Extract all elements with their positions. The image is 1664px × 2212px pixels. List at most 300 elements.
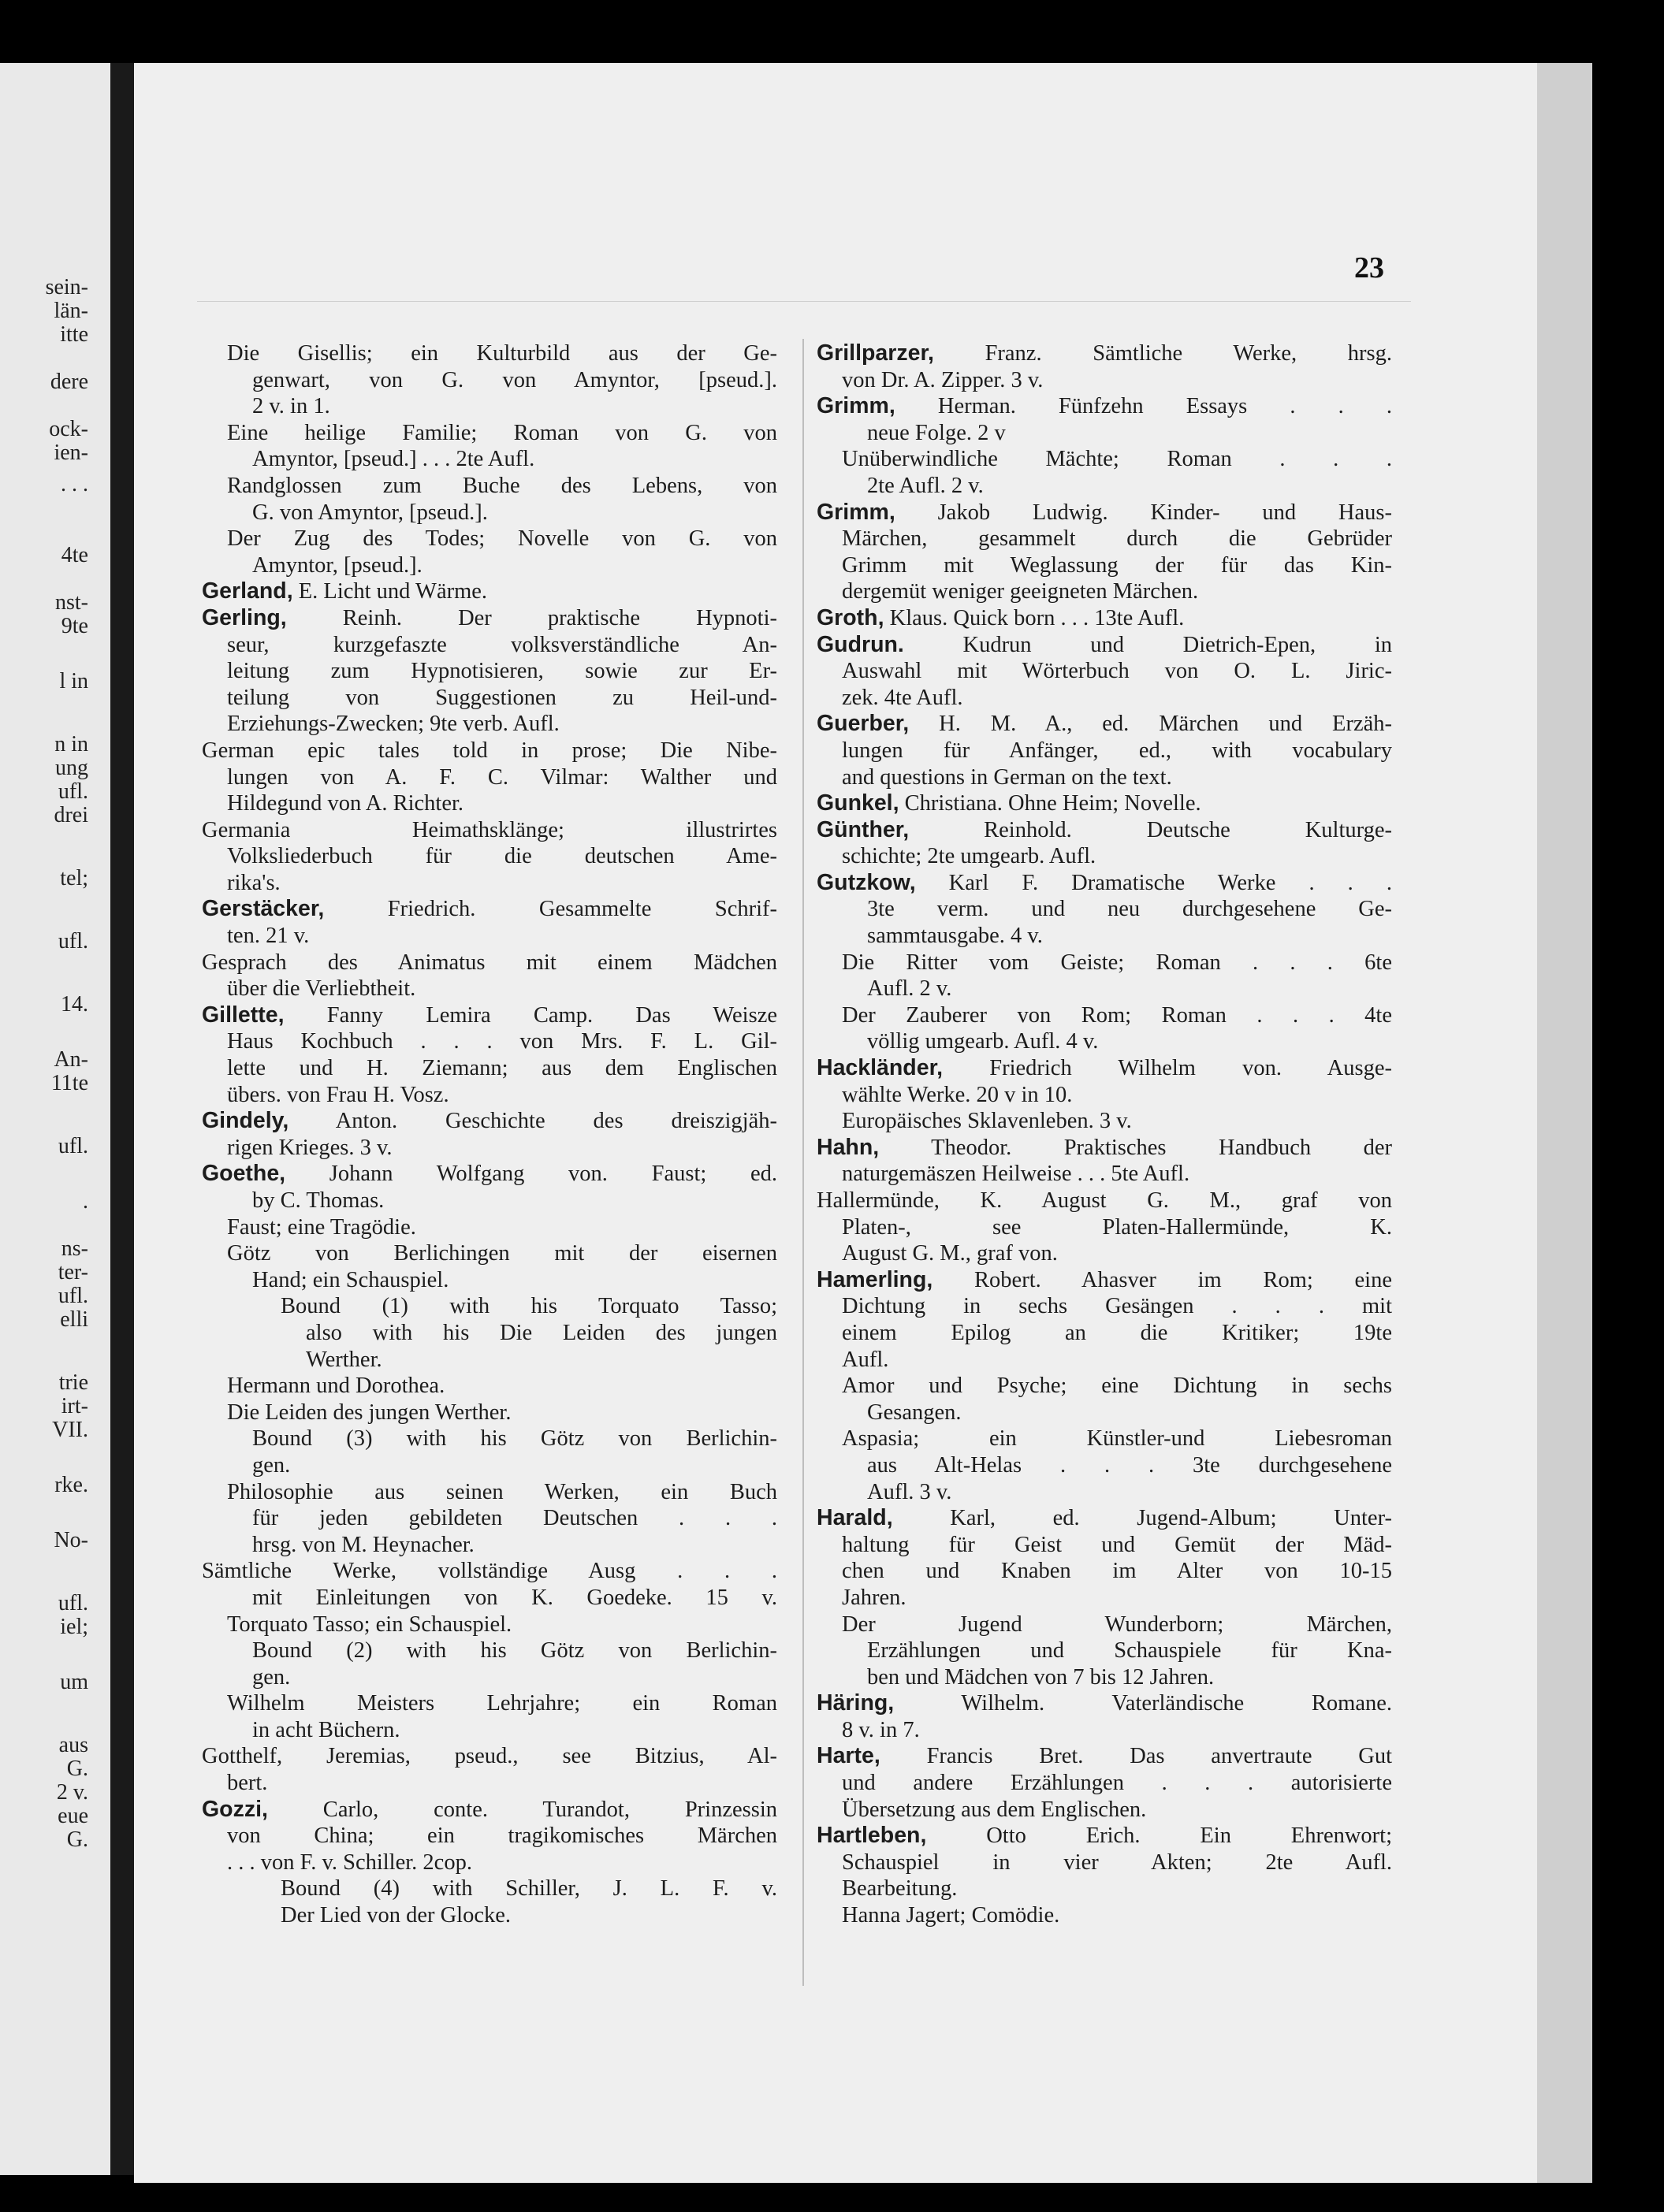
entry-text: Haus Kochbuch . . . von Mrs. F. L. Gil- — [227, 1029, 777, 1054]
catalog-line — [817, 1320, 1392, 1347]
entry-text: ben und Mädchen von 7 bis 12 Jahren. — [867, 1664, 1215, 1690]
entry-text: also with his Die Leiden des jungen — [306, 1320, 777, 1345]
adjacent-page-fragment: VII. — [52, 1418, 88, 1442]
entry-text: Jakob Ludwig. Kinder- und Haus- — [895, 500, 1392, 525]
catalog-line — [817, 843, 1392, 870]
catalog-line — [202, 1690, 777, 1717]
adjacent-left-page — [0, 63, 110, 2175]
author-heading: Hamerling, — [817, 1266, 933, 1292]
entry-text: Reinh. Der praktische Hypnoti- — [286, 605, 777, 630]
entry-text: Die Gisellis; ein Kulturbild aus der Ge- — [227, 341, 777, 366]
entry-text: wählte Werke. 20 v in 10. — [842, 1082, 1073, 1107]
entry-text: über die Verliebtheit. — [227, 976, 416, 1002]
right-column — [817, 340, 1392, 1929]
entry-text: ten. 21 v. — [227, 924, 310, 949]
author-heading: Goethe, — [202, 1161, 286, 1187]
adjacent-page-fragment: No- — [54, 1528, 88, 1552]
entry-text: rigen Krieges. 3 v. — [227, 1135, 393, 1160]
author-heading: Gunkel, — [817, 790, 899, 816]
catalog-line — [817, 1479, 1392, 1506]
catalog-line — [202, 923, 777, 950]
entry-text: Jahren. — [842, 1585, 906, 1610]
author-heading: Hartleben, — [817, 1823, 927, 1849]
catalog-line — [817, 1743, 1392, 1770]
entry-text: Der Zug des Todes; Novelle von G. von — [227, 526, 777, 552]
entry-text: Herman. Fünfzehn Essays . . . — [895, 394, 1392, 419]
catalog-line — [817, 1612, 1392, 1638]
catalog-line — [817, 1664, 1392, 1691]
entry-text: Amyntor, [pseud.]. — [252, 552, 423, 578]
catalog-line — [817, 1373, 1392, 1400]
catalog-line — [202, 1373, 777, 1400]
entry-text: Hallermünde, K. August G. M., graf von — [817, 1188, 1392, 1213]
entry-text: Johann Wolfgang von. Faust; ed. — [285, 1162, 777, 1187]
catalog-line — [202, 711, 777, 738]
catalog-line — [202, 578, 777, 605]
catalog-line — [202, 1797, 777, 1824]
catalog-line — [202, 605, 777, 632]
entry-text: lungen von A. F. C. Vilmar: Walther und — [227, 764, 777, 790]
catalog-line — [202, 1161, 777, 1188]
catalog-line — [817, 1876, 1392, 1902]
adjacent-page-fragment: ter- — [58, 1260, 88, 1284]
adjacent-page-fragment: irt- — [61, 1394, 88, 1418]
author-heading: Groth, — [817, 604, 884, 630]
entry-text: Karl F. Dramatische Werke . . . — [915, 870, 1392, 895]
adjacent-page-fragment: trie — [58, 1370, 88, 1395]
author-heading: Gutzkow, — [817, 869, 916, 895]
entry-text: Anton. Geschichte des dreiszigjäh- — [289, 1109, 777, 1134]
catalog-line — [202, 950, 777, 976]
entry-text: H. M. A., ed. Märchen und Erzäh- — [909, 712, 1392, 737]
entry-text: Bound (1) with his Torquato Tasso; — [281, 1294, 777, 1319]
catalog-line — [202, 1108, 777, 1135]
entry-text: Erziehungs-Zwecken; 9te verb. Aufl. — [227, 712, 560, 737]
author-heading: Guerber, — [817, 711, 910, 737]
adjacent-page-fragment: 4te — [61, 543, 88, 567]
catalog-line — [202, 843, 777, 870]
entry-text: Fanny Lemira Camp. Das Weisze — [284, 1002, 777, 1028]
adjacent-page-fragment: 11te — [50, 1071, 88, 1095]
catalog-line — [817, 1108, 1392, 1135]
catalog-line — [817, 896, 1392, 923]
entry-text: Karl, ed. Jugend-Album; Unter- — [892, 1506, 1392, 1531]
catalog-line — [202, 340, 777, 367]
entry-text: Aufl. — [842, 1347, 889, 1372]
catalog-line — [202, 1267, 777, 1294]
entry-text: lungen für Anfänger, ed., with vocabulary — [842, 738, 1392, 763]
entry-text: Eine heilige Familie; Roman von G. von — [227, 420, 777, 445]
entry-text: 2 v. in 1. — [252, 394, 330, 419]
entry-text: August G. M., graf von. — [842, 1241, 1058, 1266]
entry-text: Bound (3) with his Götz von Berlichin- — [252, 1426, 777, 1452]
catalog-line — [817, 420, 1392, 447]
entry-text: von China; ein tragikomisches Märchen — [227, 1824, 777, 1849]
catalog-line — [202, 1240, 777, 1267]
catalog-line — [202, 446, 777, 473]
catalog-line — [202, 1214, 777, 1241]
catalog-line — [202, 420, 777, 447]
entry-text: leitung zum Hypnotisieren, sowie zur Er- — [227, 659, 777, 684]
adjacent-page-fragment: ufl. — [58, 1591, 88, 1615]
catalog-line — [202, 817, 777, 844]
catalog-line — [817, 1797, 1392, 1824]
catalog-line — [202, 1293, 777, 1320]
entry-text: 8 v. in 7. — [842, 1717, 920, 1742]
adjacent-page-fragment: G. — [66, 1757, 88, 1781]
catalog-line — [202, 393, 777, 420]
entry-text: lette und H. Ziemann; aus dem Englischen — [227, 1056, 777, 1081]
adjacent-page-fragment: drei — [54, 803, 88, 827]
entry-text: Europäisches Sklavenleben. 3 v. — [842, 1109, 1132, 1134]
author-heading: Harte, — [817, 1743, 880, 1769]
catalog-line — [202, 1028, 777, 1055]
catalog-line — [817, 738, 1392, 764]
catalog-line — [202, 500, 777, 526]
catalog-line — [817, 1585, 1392, 1612]
adjacent-page-fragment: n in — [54, 732, 88, 757]
catalog-line — [202, 1664, 777, 1691]
author-heading: Häring, — [817, 1690, 895, 1716]
catalog-line — [202, 1082, 777, 1109]
entry-text: Volksliederbuch für die deutschen Ame- — [227, 844, 777, 869]
entry-text: Märchen, gesammelt durch die Gebrüder — [842, 526, 1392, 552]
catalog-line — [817, 1055, 1392, 1082]
catalog-line — [817, 1400, 1392, 1426]
catalog-line — [817, 658, 1392, 685]
catalog-line — [817, 1902, 1392, 1929]
catalog-line — [202, 738, 777, 764]
adjacent-page-fragment: elli — [60, 1307, 88, 1332]
header-rule — [197, 301, 1411, 302]
catalog-line — [817, 711, 1392, 738]
adjacent-page-fragment: 2 v. — [56, 1780, 88, 1805]
entry-text: haltung für Geist und Gemüt der Mäd- — [842, 1532, 1392, 1557]
adjacent-page-fragment: sein- — [45, 275, 88, 299]
entry-text: Bearbeitung. — [842, 1876, 958, 1902]
entry-text: Aufl. 3 v. — [867, 1479, 952, 1504]
catalog-line — [202, 1505, 777, 1532]
entry-text: Auswahl mit Wörterbuch von O. L. Jiric- — [842, 659, 1392, 684]
entry-text: Werther. — [306, 1347, 382, 1372]
entry-text: and questions in German on the text. — [842, 764, 1172, 790]
adjacent-page-fragment: ufl. — [58, 779, 88, 804]
catalog-line — [202, 1188, 777, 1214]
entry-text: Kudrun und Dietrich-Epen, in — [903, 632, 1392, 657]
entry-text: bert. — [227, 1771, 268, 1796]
adjacent-page-fragment: ufl. — [58, 929, 88, 954]
catalog-line — [202, 1902, 777, 1929]
catalog-line — [817, 1426, 1392, 1452]
entry-text: Dichtung in sechs Gesängen . . . mit — [842, 1294, 1392, 1319]
entry-text: dergemüt weniger geeigneten Märchen. — [842, 579, 1199, 604]
catalog-line — [817, 1002, 1392, 1029]
catalog-line — [202, 764, 777, 791]
entry-text: Philosophie aus seinen Werken, ein Buch — [227, 1479, 777, 1504]
catalog-line — [202, 1400, 777, 1426]
entry-text: Friedrich. Gesammelte Schrif- — [324, 897, 777, 922]
catalog-line — [817, 1823, 1392, 1850]
entry-text: und andere Erzählungen . . . autorisierte — [842, 1771, 1392, 1796]
entry-text: Francis Bret. Das anvertraute Gut — [880, 1744, 1392, 1769]
entry-text: 3te verm. und neu durchgesehene Ge- — [867, 897, 1392, 922]
entry-text: G. von Amyntor, [pseud.]. — [252, 500, 488, 525]
entry-text: German epic tales told in prose; Die Nibe- — [202, 738, 777, 763]
entry-text: Amyntor, [pseud.] . . . 2te Aufl. — [252, 447, 535, 472]
catalog-line — [202, 1479, 777, 1506]
catalog-line — [817, 1028, 1392, 1055]
catalog-line — [817, 393, 1392, 420]
catalog-line — [202, 1850, 777, 1876]
adjacent-page-fragment: itte — [60, 322, 88, 347]
catalog-line — [202, 790, 777, 817]
entry-text: genwart, von G. von Amyntor, [pseud.]. — [252, 367, 777, 392]
catalog-line — [817, 790, 1392, 817]
entry-text: zek. 4te Aufl. — [842, 685, 963, 710]
catalog-line — [202, 1770, 777, 1797]
catalog-line — [817, 446, 1392, 473]
entry-text: Torquato Tasso; ein Schauspiel. — [227, 1612, 512, 1637]
catalog-line — [202, 1055, 777, 1082]
entry-text: in acht Büchern. — [252, 1717, 400, 1742]
author-heading: Hahn, — [817, 1134, 880, 1160]
adjacent-page-fragment: 14. — [61, 992, 88, 1017]
author-heading: Gerstäcker, — [202, 896, 325, 922]
entry-text: für jeden gebildeten Deutschen . . . — [252, 1506, 777, 1531]
page-number: 23 — [1354, 251, 1384, 284]
catalog-line — [817, 500, 1392, 526]
catalog-line — [817, 1293, 1392, 1320]
catalog-line — [817, 1267, 1392, 1294]
catalog-line — [202, 1452, 777, 1479]
catalog-line — [202, 1717, 777, 1744]
entry-text: 2te Aufl. 2 v. — [867, 473, 984, 498]
entry-text: Wilhelm Meisters Lehrjahre; ein Roman — [227, 1691, 777, 1716]
adjacent-page-fragment: um — [60, 1670, 88, 1694]
entry-text: Die Leiden des jungen Werther. — [227, 1400, 512, 1425]
catalog-line — [202, 870, 777, 897]
entry-text: Hanna Jagert; Comödie. — [842, 1903, 1060, 1928]
entry-text: Platen-, see Platen-Hallermünde, K. — [842, 1214, 1392, 1240]
entry-text: Gotthelf, Jeremias, pseud., see Bitzius, Al- — [202, 1744, 777, 1769]
catalog-line — [202, 1585, 777, 1612]
catalog-line — [817, 1558, 1392, 1585]
catalog-line — [817, 1690, 1392, 1717]
entry-text: Der Zauberer von Rom; Roman . . . 4te — [842, 1002, 1392, 1028]
adjacent-page-fragment: dere — [50, 370, 88, 394]
entry-text: . . . von F. v. Schiller. 2cop. — [227, 1850, 472, 1875]
entry-text: mit Einleitungen von K. Goedeke. 15 v. — [252, 1585, 777, 1610]
catalog-line — [202, 1135, 777, 1162]
catalog-line — [202, 552, 777, 579]
entry-text: Bound (4) with Schiller, J. L. F. v. — [281, 1876, 777, 1902]
entry-text: gen. — [252, 1452, 291, 1478]
adjacent-page-fragment: ufl. — [58, 1284, 88, 1308]
catalog-line — [817, 1532, 1392, 1559]
page-edge — [1537, 63, 1592, 2183]
author-heading: Grimm, — [817, 393, 895, 419]
adjacent-page-fragment: eue — [58, 1804, 88, 1828]
entry-text: hrsg. von M. Heynacher. — [252, 1532, 475, 1557]
entry-text: Friedrich Wilhelm von. Ausge- — [943, 1056, 1392, 1081]
catalog-line — [817, 605, 1392, 632]
entry-text: schichte; 2te umgearb. Aufl. — [842, 844, 1096, 869]
entry-text: chen und Knaben im Alter von 10-15 — [842, 1559, 1392, 1584]
adjacent-page-fragment: 9te — [61, 614, 88, 638]
entry-text: Klaus. Quick born . . . 13te Aufl. — [884, 605, 1185, 630]
entry-text: aus Alt-Helas . . . 3te durchgesehene — [867, 1452, 1392, 1478]
entry-text: Hildegund von A. Richter. — [227, 791, 464, 816]
entry-text: einem Epilog an die Kritiker; 19te — [842, 1320, 1392, 1345]
catalog-line — [202, 473, 777, 500]
catalog-line — [202, 1823, 777, 1850]
entry-text: Der Jugend Wunderborn; Märchen, — [842, 1612, 1392, 1637]
entry-text: Christiana. Ohne Heim; Novelle. — [899, 791, 1201, 816]
author-heading: Günther, — [817, 816, 910, 842]
author-heading: Gindely, — [202, 1108, 289, 1134]
adjacent-page-fragment: ock- — [49, 417, 88, 441]
entry-text: Carlo, conte. Turandot, Prinzessin — [267, 1797, 777, 1822]
catalog-line — [817, 1135, 1392, 1162]
adjacent-page-fragment: l in — [59, 669, 88, 693]
book-gutter — [110, 63, 134, 2175]
catalog-line — [202, 1558, 777, 1585]
entry-text: Unüberwindliche Mächte; Roman . . . — [842, 447, 1392, 472]
catalog-line — [817, 1452, 1392, 1479]
catalog-line — [817, 473, 1392, 500]
catalog-line — [202, 1638, 777, 1664]
catalog-line — [817, 923, 1392, 950]
entry-text: by C. Thomas. — [252, 1188, 385, 1213]
entry-text: Robert. Ahasver im Rom; eine — [933, 1267, 1392, 1292]
catalog-line — [817, 340, 1392, 367]
adjacent-page-fragment: iel; — [60, 1615, 88, 1639]
entry-text: Otto Erich. Ein Ehrenwort; — [926, 1824, 1392, 1849]
adjacent-page-fragment: ufl. — [58, 1134, 88, 1158]
adjacent-page-fragment: ns- — [61, 1236, 88, 1261]
entry-text: sammtausgabe. 4 v. — [867, 924, 1043, 949]
adjacent-page-fragment: ien- — [54, 441, 88, 465]
author-heading: Grimm, — [817, 499, 895, 525]
catalog-line — [817, 1161, 1392, 1188]
entry-text: Hand; ein Schauspiel. — [252, 1267, 449, 1292]
entry-text: Reinhold. Deutsche Kulturge- — [909, 817, 1392, 842]
entry-text: Gesprach des Animatus mit einem Mädchen — [202, 950, 777, 975]
entry-text: teilung von Suggestionen zu Heil-und- — [227, 685, 777, 710]
entry-text: von Dr. A. Zipper. 3 v. — [842, 367, 1044, 392]
author-heading: Harald, — [817, 1505, 893, 1531]
catalog-line — [817, 552, 1392, 579]
catalog-line — [817, 1770, 1392, 1797]
adjacent-page-fragment: An- — [54, 1047, 88, 1072]
catalog-line — [202, 1532, 777, 1559]
entry-text: Die Ritter vom Geiste; Roman . . . 6te — [842, 950, 1392, 975]
catalog-line — [202, 658, 777, 685]
entry-text: Aufl. 2 v. — [867, 976, 952, 1002]
entry-text: Theodor. Praktisches Handbuch der — [879, 1135, 1392, 1160]
entry-text: gen. — [252, 1664, 291, 1690]
catalog-line — [817, 1082, 1392, 1109]
entry-text: Götz von Berlichingen mit der eisernen — [227, 1241, 777, 1266]
entry-text: rika's. — [227, 870, 281, 895]
entry-text: Amor und Psyche; eine Dichtung in sechs — [842, 1374, 1392, 1399]
catalog-line — [817, 976, 1392, 1002]
entry-text: Aspasia; ein Künstler-und Liebesroman — [842, 1426, 1392, 1452]
catalog-line — [817, 1214, 1392, 1241]
author-heading: Gillette, — [202, 1002, 285, 1028]
entry-text: Gesangen. — [867, 1400, 962, 1425]
entry-text: Der Lied von der Glocke. — [281, 1903, 512, 1928]
catalog-line — [817, 1850, 1392, 1876]
catalog-line — [202, 976, 777, 1002]
catalog-line — [202, 1426, 777, 1452]
catalog-line — [202, 1612, 777, 1638]
adjacent-page-fragment: rke. — [54, 1473, 88, 1497]
catalog-line — [817, 1717, 1392, 1744]
catalog-line — [817, 367, 1392, 394]
catalog-line — [202, 1002, 777, 1029]
entry-text: Wilhelm. Vaterländische Romane. — [894, 1691, 1392, 1716]
entry-text: Grimm mit Weglassung der für das Kin- — [842, 552, 1392, 578]
author-heading: Hackländer, — [817, 1055, 944, 1081]
catalog-line — [817, 1505, 1392, 1532]
entry-text: Schauspiel in vier Akten; 2te Aufl. — [842, 1850, 1392, 1875]
catalog-line — [202, 685, 777, 712]
catalog-line — [202, 367, 777, 394]
entry-text: Hermann und Dorothea. — [227, 1374, 445, 1399]
catalog-line — [817, 1638, 1392, 1664]
entry-text: naturgemäszen Heilweise . . . 5te Aufl. — [842, 1162, 1190, 1187]
catalog-line — [202, 1347, 777, 1374]
catalog-line — [817, 578, 1392, 605]
adjacent-page-fragment: G. — [66, 1827, 88, 1852]
catalog-line — [817, 685, 1392, 712]
author-heading: Gozzi, — [202, 1796, 268, 1822]
entry-text: Faust; eine Tragödie. — [227, 1214, 416, 1240]
catalog-line — [202, 896, 777, 923]
catalog-line — [817, 817, 1392, 844]
adjacent-page-fragment: nst- — [55, 590, 88, 615]
catalog-line — [817, 950, 1392, 976]
adjacent-page-fragment: . . . — [61, 472, 88, 496]
entry-text: übers. von Frau H. Vosz. — [227, 1082, 449, 1107]
catalog-line — [817, 1188, 1392, 1214]
catalog-line — [817, 632, 1392, 659]
author-heading: Gudrun. — [817, 631, 904, 657]
entry-text: E. Licht und Wärme. — [292, 579, 488, 604]
author-heading: Grillparzer, — [817, 340, 934, 366]
entry-text: völlig umgearb. Aufl. 4 v. — [867, 1029, 1099, 1054]
entry-text: Franz. Sämtliche Werke, hrsg. — [933, 341, 1392, 366]
adjacent-page-fragment: tel; — [60, 866, 88, 890]
catalog-line — [202, 1320, 777, 1347]
adjacent-page-fragment: . — [83, 1189, 88, 1214]
catalog-line — [817, 764, 1392, 791]
catalog-line — [202, 632, 777, 659]
catalog-line — [202, 1743, 777, 1770]
entry-text: Erzählungen und Schauspiele für Kna- — [867, 1638, 1392, 1664]
entry-text: Bound (2) with his Götz von Berlichin- — [252, 1638, 777, 1664]
catalog-line — [817, 870, 1392, 897]
adjacent-page-fragment: ung — [55, 756, 88, 780]
adjacent-page-fragment: län- — [54, 299, 88, 323]
entry-text: Sämtliche Werke, vollständige Ausg . . . — [202, 1559, 777, 1584]
entry-text: seur, kurzgefaszte volksverständliche An- — [227, 632, 777, 657]
column-divider — [802, 339, 804, 1986]
catalog-line — [817, 526, 1392, 552]
left-column — [202, 340, 777, 1929]
author-heading: Gerling, — [202, 604, 287, 630]
